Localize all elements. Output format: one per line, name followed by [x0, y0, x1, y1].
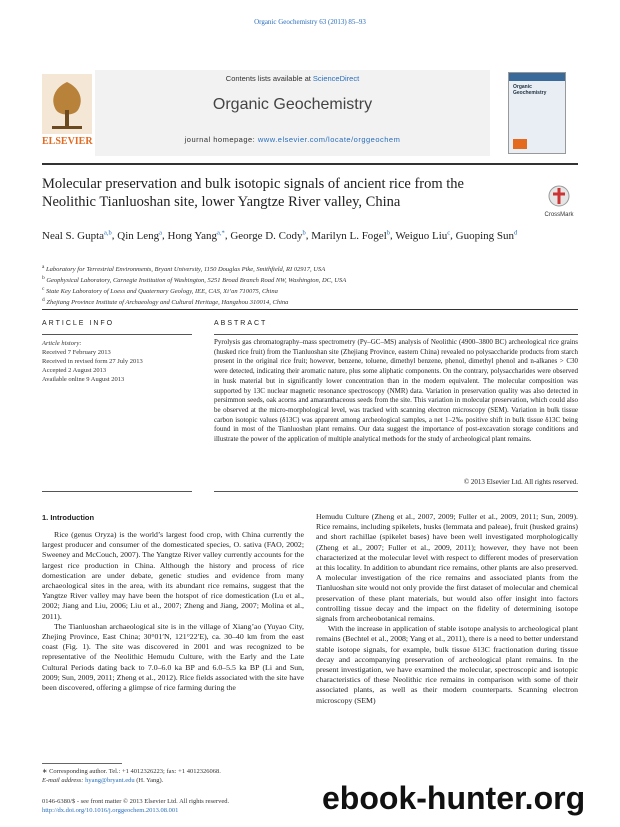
sciencedirect-link[interactable]: ScienceDirect	[312, 74, 360, 83]
abstract-text: Pyrolysis gas chromatography–mass spectrometry (Py–GC–MS) analysis of Neolithic (4900–3800 BC) archeological rice grains (husked rice fruit) from the Tianluoshan site (Zhejiang Province, eastern China) revealed no polysaccharide products from starch present in the original rice fruit; however, benzene, toluene, dimethyl benzene, phenol, dimethyl phenol and n-alkanes > C30 were detected, indicating their aromatic nature, plus some aliphatic components. On the contrary, polysaccharides were observed in husk material but in significantly lower concentration than in the modern equivalent. The molecular composition was supported by 13C nuclear magnetic resonance spectroscopy (NMR) data. Variation in preservation quality was also detected in persimmon seeds, oak acorns and amaranthaceous seeds from the site. This variation in molecular preservation, which could also be observed at the micro-morphological level, was tracked with scanning electron microscopy (SEM). Variation in bulk tissue carbon isotopic values (δ13C) was apparent among archeological samples, a net 1–2‰ positive shift in bulk tissue δ13C being found in most of the Tianluoshan plant remains. Our data suggest the importance of post-excavation storage conditions and illustrate the power of the application of multiple analytical methods for the study of archeological plant remains.	[214, 338, 578, 444]
email-link[interactable]: hyang@bryant.edu	[85, 777, 135, 784]
paragraph: Hemudu Culture (Zheng et al., 2007, 2009; Fuller et al., 2009, 2011; Sun, 2009). Rice remains, including spikelets, husks (lemmata and paleae), fruit (husked grains) and short rachillae (spikelet bases) have been well investigated morphologically (Zheng et al., 2007; Fuller et al., 2009, 2011); however, they have not been characterized at the molecular level with respect to different modes of preservation at this locality. In addition to abundant rice remains, other plants are also preserved. A molecular investigation of the rice remains and associated plants from the Tianluoshan site would not only provide the first dataset of molecular and chemical preservation of these plant materials, but would also offer insight into factors controlling tissue decay and the impact on the fidelity of determining isotope signals from archeobotanical remains.	[316, 512, 578, 624]
affiliation: $^d$ Zhejiang Province Institute of Archaeology and Cultural Heritage, Hangzhou 310014, China	[42, 297, 289, 307]
author[interactable]: Guoping Sun$^d$	[455, 229, 518, 242]
online-date: Available online 9 August 2013	[42, 376, 125, 383]
abstract-bottom-rule	[214, 491, 578, 492]
article-info-rule	[42, 334, 192, 335]
journal-reference[interactable]: Organic Geochemistry 63 (2013) 85–93	[254, 18, 366, 26]
article-info-bottom-rule	[42, 491, 192, 492]
body-column-left	[42, 530, 304, 693]
author-list: Neal S. Gupta$^{a,b}$, Qin Leng$^a$, Hong Yang$^{a,*}$, George D. Cody$^b$, Marilyn L. Fogel$^b$, Weiguo Liu$^c$, Guoping Sun$^d$	[42, 229, 518, 242]
paragraph: With the increase in application of stable isotope analysis to archeological plant remains (Bechtel et al., 2008; Yang et al., 2011), there is a need to better understand stable isotope signals, for example, bulk tissue δ13C fractionation during tissue decay and accompanying preservation of archeological plant remains. In the present investigation, we have examined the molecular, spectroscopic and isotopic characteristics of these Neolithic rice remains in comparison with some of their associated plants, as well as their modern counterparts. Scanning electron microscopy (SEM)	[316, 624, 578, 705]
article-info-heading: ARTICLE INFO	[42, 320, 115, 327]
corresponding-author-footnote	[42, 767, 304, 785]
article-history	[42, 339, 192, 384]
crossmark-label: CrossMark	[544, 212, 574, 218]
paragraph: The Tianluoshan archaeological site is in the village of Xiang’ao (Yuyao City, Zhejing Province, East China; 30°01′N, 121°22′E), ca. 30–40 km from the east coast (Fig. 1). The site was discovered in 2001 and was recognized to be representative of the Neolithic Hemudu Culture, with the Early and the Late Cultural Periods dating back to 7.0–6.0 ka BP and 6.0–5.5 ka BP (Li and Sun, 2009; Sun, 2009, 2011; Zheng et al., 2012). Rice fields associated with the site have been discovered, offering a glimpse of rice farming during the	[42, 621, 304, 693]
affiliation: $^b$ Geophysical Laboratory, Carnegie Institution of Washington, 5251 Broad Branch Road NW, Washington, DC, USA	[42, 275, 347, 285]
publisher-name: ELSEVIER	[42, 136, 93, 147]
homepage-prefix: journal homepage:	[184, 135, 256, 144]
elsevier-tree-icon	[42, 74, 92, 134]
affiliation: $^a$ Laboratory for Terrestrial Environments, Bryant University, 1150 Douglas Pike, Smithfield, RI 02917, USA	[42, 264, 326, 274]
crossmark-button[interactable]	[535, 185, 583, 218]
author[interactable]: Qin Leng$^a$	[117, 229, 163, 242]
introduction-heading: 1. Introduction	[42, 513, 95, 522]
cover-title: Organic Geochemistry	[513, 84, 547, 96]
contents-line	[95, 74, 490, 83]
contents-prefix: Contents lists available at	[225, 74, 311, 83]
author[interactable]: George D. Cody$^b$	[230, 229, 306, 242]
footnote-rule	[42, 763, 122, 764]
abstract-rule	[214, 334, 578, 335]
section-divider	[42, 309, 578, 310]
issn-block	[42, 797, 304, 815]
affiliations	[42, 263, 582, 308]
doi-link[interactable]: http://dx.doi.org/10.1016/j.orggeochem.2013.08.001	[42, 807, 179, 814]
paragraph: Rice (genus Oryza) is the world’s largest food crop, with China currently the largest producer and consumer of the domesticated species, O. sativa (FAO, 2002; Sweeney and McCouch, 2007). The Yangtze River valley currently accounts for the largest rice production in China. Although the history and process of rice domestication are under debate, genetic studies and evidence from many archaeological sites in the area, with its abundant rice remains, suggest that the Yangtze River valley may have been the hotspot of rice domestication (Lu et al., 2002; Jiang and Liu, 2006; Liu et al., 2007; Zheng and Jiang, 2007; Molina et al., 2011).	[42, 530, 304, 621]
cover-strip	[509, 73, 565, 81]
author[interactable]: Hong Yang$^{a,*}$	[167, 229, 225, 242]
article-title: Molecular preservation and bulk isotopic signals of ancient rice from the Neolithic Tianluoshan site, lower Yangtze River valley, China	[42, 176, 464, 210]
journal-homepage	[95, 135, 490, 144]
affiliation: $^c$ State Key Laboratory of Loess and Quaternary Geology, IEE, CAS, Xi’an 710075, China	[42, 286, 278, 296]
author[interactable]: Weiguo Liu$^c$	[395, 229, 451, 242]
journal-title: Organic Geochemistry	[212, 96, 373, 113]
email-line: E-mail address: hyang@bryant.edu (H. Yang).	[42, 777, 164, 784]
accepted-date: Accepted 2 August 2013	[42, 367, 107, 374]
cover-publisher-logo	[513, 139, 527, 149]
journal-cover-thumbnail[interactable]	[508, 72, 566, 154]
body-column-right	[316, 512, 578, 706]
crossmark-icon	[548, 185, 570, 207]
author[interactable]: Marilyn L. Fogel$^b$	[311, 229, 390, 242]
revised-date: Received in revised form 27 July 2013	[42, 358, 143, 365]
header-divider	[42, 163, 578, 165]
issn-line: 0146-6380/$ - see front matter © 2013 Elsevier Ltd. All rights reserved.	[42, 798, 230, 805]
received-date: Received 7 February 2013	[42, 349, 111, 356]
watermark: ebook-hunter.org	[322, 780, 586, 816]
abstract-heading: ABSTRACT	[214, 320, 268, 327]
corresponding-author: ∗ Corresponding author. Tel.: +1 4012326223; fax: +1 4012326068.	[42, 768, 221, 775]
homepage-link[interactable]: www.elsevier.com/locate/orggeochem	[257, 135, 401, 144]
abstract-copyright: © 2013 Elsevier Ltd. All rights reserved.	[463, 478, 578, 486]
author[interactable]: Neal S. Gupta$^{a,b}$	[42, 229, 112, 242]
history-label: Article history:	[42, 340, 82, 347]
